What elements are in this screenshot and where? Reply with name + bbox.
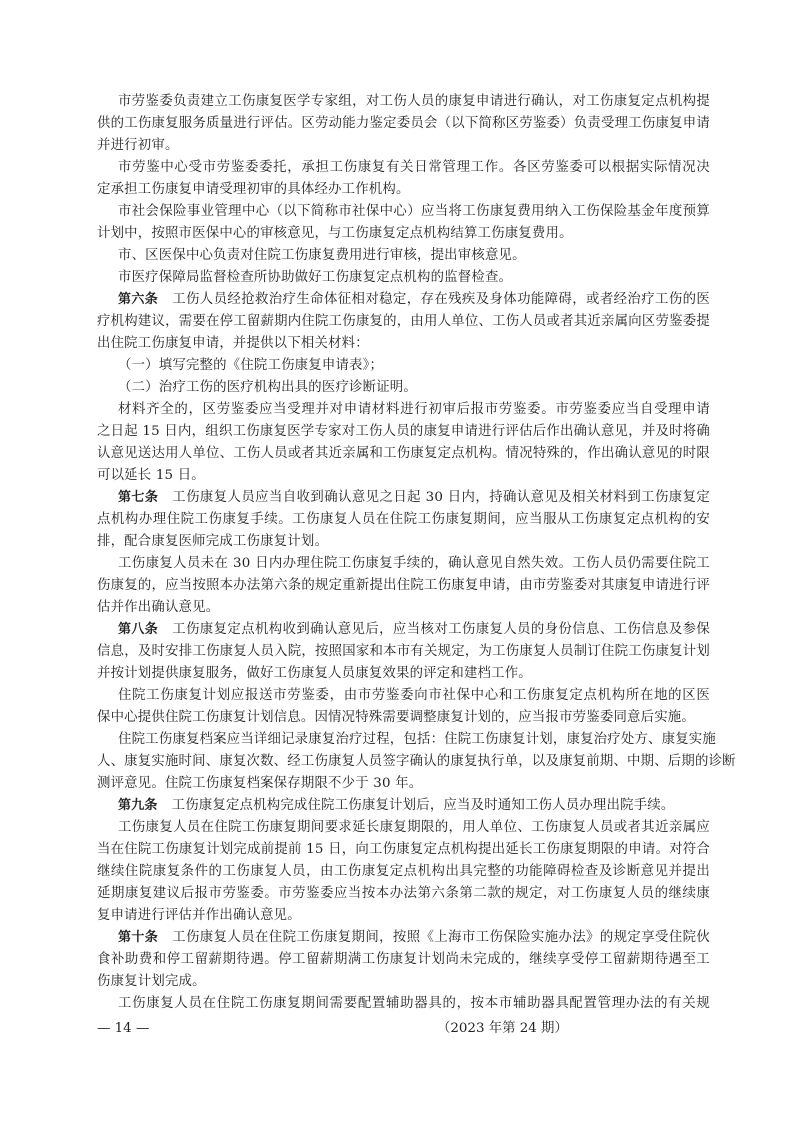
line-text: 工伤康复人员在住院工伤康复期间需要配置辅助器具的，按本市辅助器具配置管理办法的有关规 [118,996,710,1011]
text-line [97,91,710,113]
text-line [97,861,710,883]
line-text: 之日起 15 日内，组织工伤康复医学专家对工伤人员的康复申请进行评估后作出确认意见，并及时将确 [97,424,710,439]
text-line [97,641,710,663]
line-text: 复申请进行评估并作出确认意见。 [97,908,301,923]
line-text: 工伤康复人员在住院工伤康复期间要求延长康复期限的，用人单位、工伤康复人员或者其近亲属应 [118,820,710,835]
line-text: 保中心提供住院工伤康复计划信息。因情况特殊需要调整康复计划的，应当报市劳鉴委同意后实施。 [97,710,695,725]
line-text: 市、区医保中心负责对住院工伤康复费用进行审核，提出审核意见。 [118,248,526,263]
article-number: 第七条 [118,490,159,505]
text-line [97,333,710,355]
text-line [97,575,710,597]
issue-label: （2023 年第 24 期） [437,1021,568,1036]
line-text: 工伤康复定点机构收到确认意见后，应当核对工伤康复人员的身份信息、工伤信息及参保 [172,622,710,637]
line-text: 工伤人员经抢救治疗生命体征相对稳定，存在残疾及身体功能障碍，或者经治疗工伤的医 [172,292,710,307]
text-line [97,399,710,421]
line-text: 市社会保险事业管理中心（以下简称市社保中心）应当将工伤康复费用纳入工伤保险基金年度预算 [118,204,710,219]
line-text: 计划中，按照市医保中心的审核意见，与工伤康复定点机构结算工伤康复费用。 [97,226,573,241]
document-body [97,91,736,1015]
line-text: 并进行初审。 [97,138,179,153]
line-text: 市劳鉴中心受市劳鉴委委托，承担工伤康复有关日常管理工作。各区劳鉴委可以根据实际情况决 [118,160,710,175]
text-line [97,905,710,927]
text-line [97,707,710,729]
line-text: 排，配合康复医师完成工伤康复计划。 [97,534,329,549]
line-text: 住院工伤康复档案应当详细记录康复治疗过程，包括：住院工伤康复计划，康复治疗处方、康复实施 [118,732,716,747]
article-number: 第十条 [118,930,159,945]
line-text: 住院工伤康复计划应报送市劳鉴委，由市劳鉴委向市社保中心和工伤康复定点机构所在地的区医 [118,688,710,703]
line-text: 食补助费和停工留薪期待遇。停工留薪期满工伤康复计划尚未完成的，继续享受停工留薪期待遇至工 [97,952,710,967]
text-line [97,421,710,443]
line-text: 工伤康复定点机构完成住院工伤康复计划后，应当及时通知工伤人员办理出院手续。 [171,798,675,813]
article-heading-line [97,795,710,817]
text-line [97,553,710,575]
article-heading-line [97,927,710,949]
line-text: 供的工伤康复服务质量进行评估。区劳动能力鉴定委员会（以下简称区劳鉴委）负责受理工伤康复申请 [97,116,710,131]
text-line [97,179,710,201]
line-text: 伤康复计划完成。 [97,974,206,989]
text-line [97,949,710,971]
line-text: 可以延长 15 日。 [97,468,205,483]
text-line [97,311,710,333]
article-heading-line [97,289,710,311]
text-line [97,817,710,839]
text-line [97,509,710,531]
line-text: 工伤康复人员应当自收到确认意见之日起 30 日内，持确认意见及相关材料到工伤康复定 [172,490,710,505]
line-text: 继续住院康复条件的工伤康复人员，由工伤康复定点机构出具完整的功能障碍检查及诊断意见并提出 [97,864,710,879]
line-text: 材料齐全的，区劳鉴委应当受理并对申请材料进行初审后报市劳鉴委。市劳鉴委应当自受理申请 [118,402,710,417]
line-text: 伤康复的，应当按照本办法第六条的规定重新提出住院工伤康复申请，由市劳鉴委对其康复申请进行评 [97,578,710,593]
line-text: 市劳鉴委负责建立工伤康复医学专家组，对工伤人员的康复申请进行确认，对工伤康复定点机构提 [118,94,710,109]
article-number: 第九条 [118,798,158,813]
text-line [97,245,710,267]
text-line [97,355,710,377]
text-line [97,993,710,1015]
text-line [97,839,710,861]
line-text: 出住院工伤康复申请，并提供以下相关材料： [97,336,369,351]
line-text: 人、康复实施时间、康复次数、经工伤康复人员签字确认的康复执行单，以及康复前期、中期、后期的诊断 [97,754,736,769]
line-text: 估并作出确认意见。 [97,600,220,615]
text-line [97,883,710,905]
text-line [97,465,710,487]
page-number: — 14 — [97,1021,150,1036]
line-text: 认意见送达用人单位、工伤人员或者其近亲属和工伤康复定点机构。情况特殊的，作出确认意见的时限 [97,446,710,461]
text-line [97,751,736,773]
line-text: 点机构办理住院工伤康复手续。工伤康复人员在住院工伤康复期间，应当服从工伤康复定点机构的安 [97,512,710,527]
line-text: 当在住院工伤康复计划完成前提前 15 日，向工伤康复定点机构提出延长工伤康复期限的申请。对符合 [97,842,710,857]
text-line [97,685,710,707]
line-text: 测评意见。住院工伤康复档案保存期限不少于 30 年。 [97,776,423,791]
text-line [97,377,710,399]
article-heading-line [97,619,710,641]
line-text: （一）填写完整的《住院工伤康复申请表》； [118,358,384,373]
text-line [97,135,710,157]
text-line [97,223,710,245]
text-line [97,729,716,751]
text-line [97,113,710,135]
text-line [97,157,710,179]
line-text: 工伤康复人员在住院工伤康复期间，按照《上海市工伤保险实施办法》的规定享受住院伙 [172,930,710,945]
article-number: 第八条 [118,622,159,637]
line-text: 工伤康复人员未在 30 日内办理住院工伤康复手续的，确认意见自然失效。工伤人员仍需要住院工 [118,556,710,571]
article-heading-line [97,487,710,509]
text-line [97,773,710,795]
text-line [97,267,710,289]
line-text: 市医疗保障局监督检查所协助做好工伤康复定点机构的监督检查。 [118,270,513,285]
text-line [97,597,710,619]
text-line [97,971,710,993]
text-line [97,663,710,685]
article-number: 第六条 [118,292,159,307]
text-line [97,443,710,465]
line-text: 延期康复建议后报市劳鉴委。市劳鉴委应当按本办法第六条第二款的规定，对工伤康复人员的继续康 [97,886,710,901]
line-text: 并按计划提供康复服务，做好工伤康复人员康复效果的评定和建档工作。 [97,666,532,681]
line-text: 疗机构建议，需要在停工留薪期内住院工伤康复的，由用人单位、工伤人员或者其近亲属向区劳鉴委提 [97,314,710,329]
text-line [97,531,710,553]
line-text: （二）治疗工伤的医疗机构出具的医疗诊断证明。 [118,380,417,395]
text-line [97,201,710,223]
line-text: 信息，及时安排工伤康复人员入院，按照国家和本市有关规定，为工伤康复人员制订住院工伤康复计划 [97,644,710,659]
page-footer [97,1018,710,1040]
line-text: 定承担工伤康复申请受理初审的具体经办工作机构。 [97,182,410,197]
